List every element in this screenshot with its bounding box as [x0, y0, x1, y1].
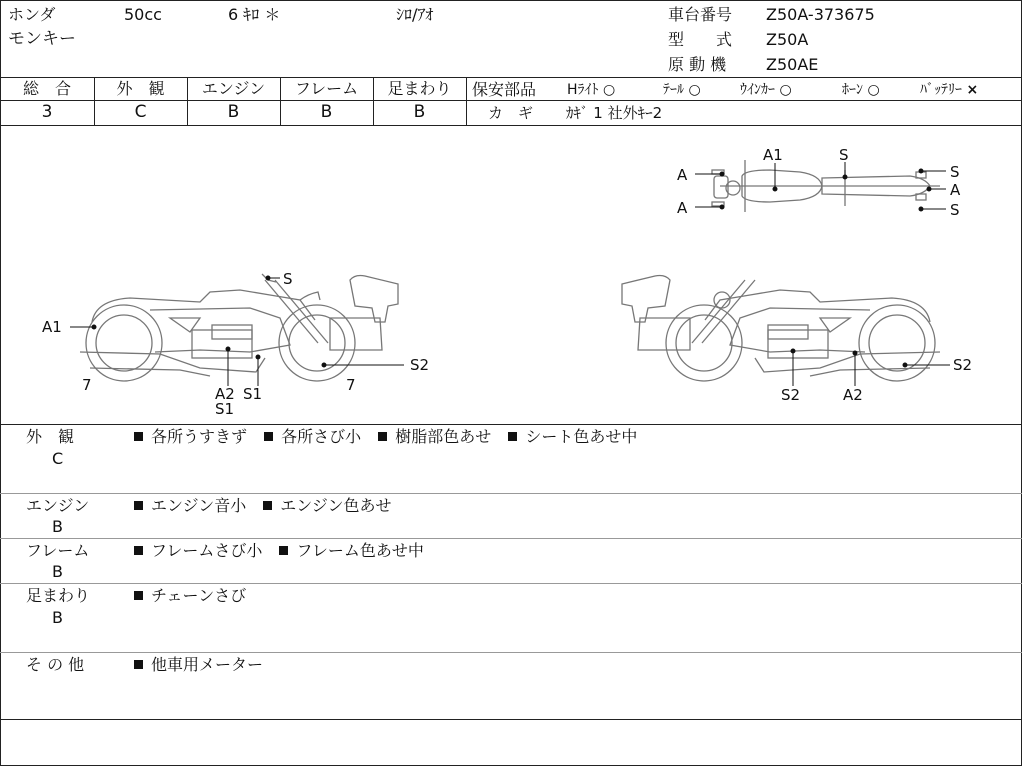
grade-engine-value: B: [227, 102, 240, 122]
note-divider: [0, 652, 1022, 653]
left-s1-label: S1: [243, 385, 263, 403]
displacement: 50cc: [124, 5, 162, 24]
right-s2-label: S2: [781, 386, 801, 404]
grade-suspension-label: 足まわり: [387, 79, 452, 98]
note-other-label: そ の 他: [26, 655, 85, 674]
note-suspension-items: [134, 587, 258, 605]
type-label: 型 式: [668, 30, 733, 49]
type-value: Z50A: [766, 30, 809, 49]
note-item: チェーンさび: [134, 586, 246, 605]
note-suspension-grade: B: [52, 608, 63, 627]
top-a-label: A: [677, 199, 688, 217]
note-item: 各所さび小: [264, 427, 361, 446]
grade-frame-value: B: [320, 102, 333, 122]
left-a1-label: A1: [42, 318, 62, 336]
safety-row-divider: [466, 100, 1022, 101]
grade-overall-label: 総 合: [22, 79, 71, 98]
mileage: 6 ｷﾛ ＊: [228, 5, 281, 24]
header-divider: [0, 77, 1022, 78]
grade-engine-label: エンジン: [201, 79, 266, 98]
note-engine-grade: B: [52, 517, 63, 536]
engine-value: Z50AE: [766, 55, 819, 74]
note-divider: [0, 719, 1022, 720]
grade-suspension-value: B: [413, 102, 426, 122]
left-s-label: S: [283, 270, 293, 288]
grade-frame-label: フレーム: [294, 79, 359, 98]
grade-exterior-value: C: [134, 102, 147, 122]
frame-no-label: 車台番号: [668, 5, 733, 24]
safety-winker: ｳｲﾝｶｰ ○: [740, 82, 792, 98]
safety-horn: ﾎｰﾝ ○: [842, 82, 880, 98]
maker-name: ホンダ: [8, 5, 56, 24]
note-item: シート色あせ中: [508, 427, 637, 446]
grade-overall-value: 3: [41, 102, 53, 122]
body-color: ｼﾛ/ｱｵ: [396, 5, 434, 24]
note-exterior-label: 外 観: [26, 427, 75, 446]
top-s-label: S: [950, 201, 960, 219]
note-engine-label: エンジン: [26, 496, 90, 515]
left-a2-label: A2: [215, 385, 235, 403]
top-s-label: S: [839, 146, 849, 164]
grade-divider: [466, 77, 467, 125]
note-item: 樹脂部色あせ: [378, 427, 491, 446]
right-a2-label: A2: [843, 386, 863, 404]
right-side-motorcycle: [622, 276, 940, 382]
top-a-label: A: [677, 166, 688, 184]
note-exterior-grade: C: [52, 449, 64, 468]
left-7-label: 7: [346, 376, 356, 394]
note-exterior-items: [134, 428, 649, 446]
top-view-motorcycle: [712, 160, 940, 212]
note-item: エンジン音小: [134, 496, 246, 515]
left-s1-label: S1: [215, 400, 235, 418]
diagram-bottom-divider: [0, 424, 1022, 425]
note-item: フレームさび小: [134, 541, 262, 560]
note-frame-items: [134, 542, 436, 560]
safety-taillight: ﾃｰﾙ ○: [663, 82, 701, 98]
top-a-label: A: [950, 181, 961, 199]
key-label: カ ギ: [488, 104, 534, 122]
left-7-label: 7: [82, 376, 92, 394]
note-engine-items: [134, 497, 404, 515]
safety-battery: ﾊﾞｯﾃﾘｰ ×: [920, 82, 979, 98]
note-item: エンジン色あせ: [263, 496, 391, 515]
key-value: ｶｷﾞ 1 社外ｷｰ2: [566, 104, 663, 122]
note-item: フレーム色あせ中: [279, 541, 423, 560]
model-name: モンキー: [8, 29, 76, 49]
note-item: 他車用メーター: [134, 655, 263, 674]
note-divider: [0, 583, 1022, 584]
note-item: 各所うすきず: [134, 427, 247, 446]
left-s2-label: S2: [410, 356, 430, 374]
top-s-label: S: [950, 163, 960, 181]
note-divider: [0, 493, 1022, 494]
grade-exterior-label: 外 観: [116, 79, 165, 98]
right-s2-label: S2: [953, 356, 973, 374]
note-divider: [0, 538, 1022, 539]
damage-diagram: [0, 126, 1022, 424]
frame-no-value: Z50A-373675: [766, 5, 875, 24]
note-other-items: [134, 656, 275, 674]
safety-headlight: Hﾗｲﾄ ○: [567, 82, 616, 98]
note-suspension-label: 足まわり: [26, 586, 91, 605]
safety-label: 保安部品: [472, 80, 537, 99]
engine-label: 原 動 機: [668, 55, 727, 74]
grade-row-divider: [0, 100, 466, 101]
note-frame-label: フレーム: [26, 541, 90, 560]
top-a1-label: A1: [763, 146, 783, 164]
note-frame-grade: B: [52, 562, 63, 581]
